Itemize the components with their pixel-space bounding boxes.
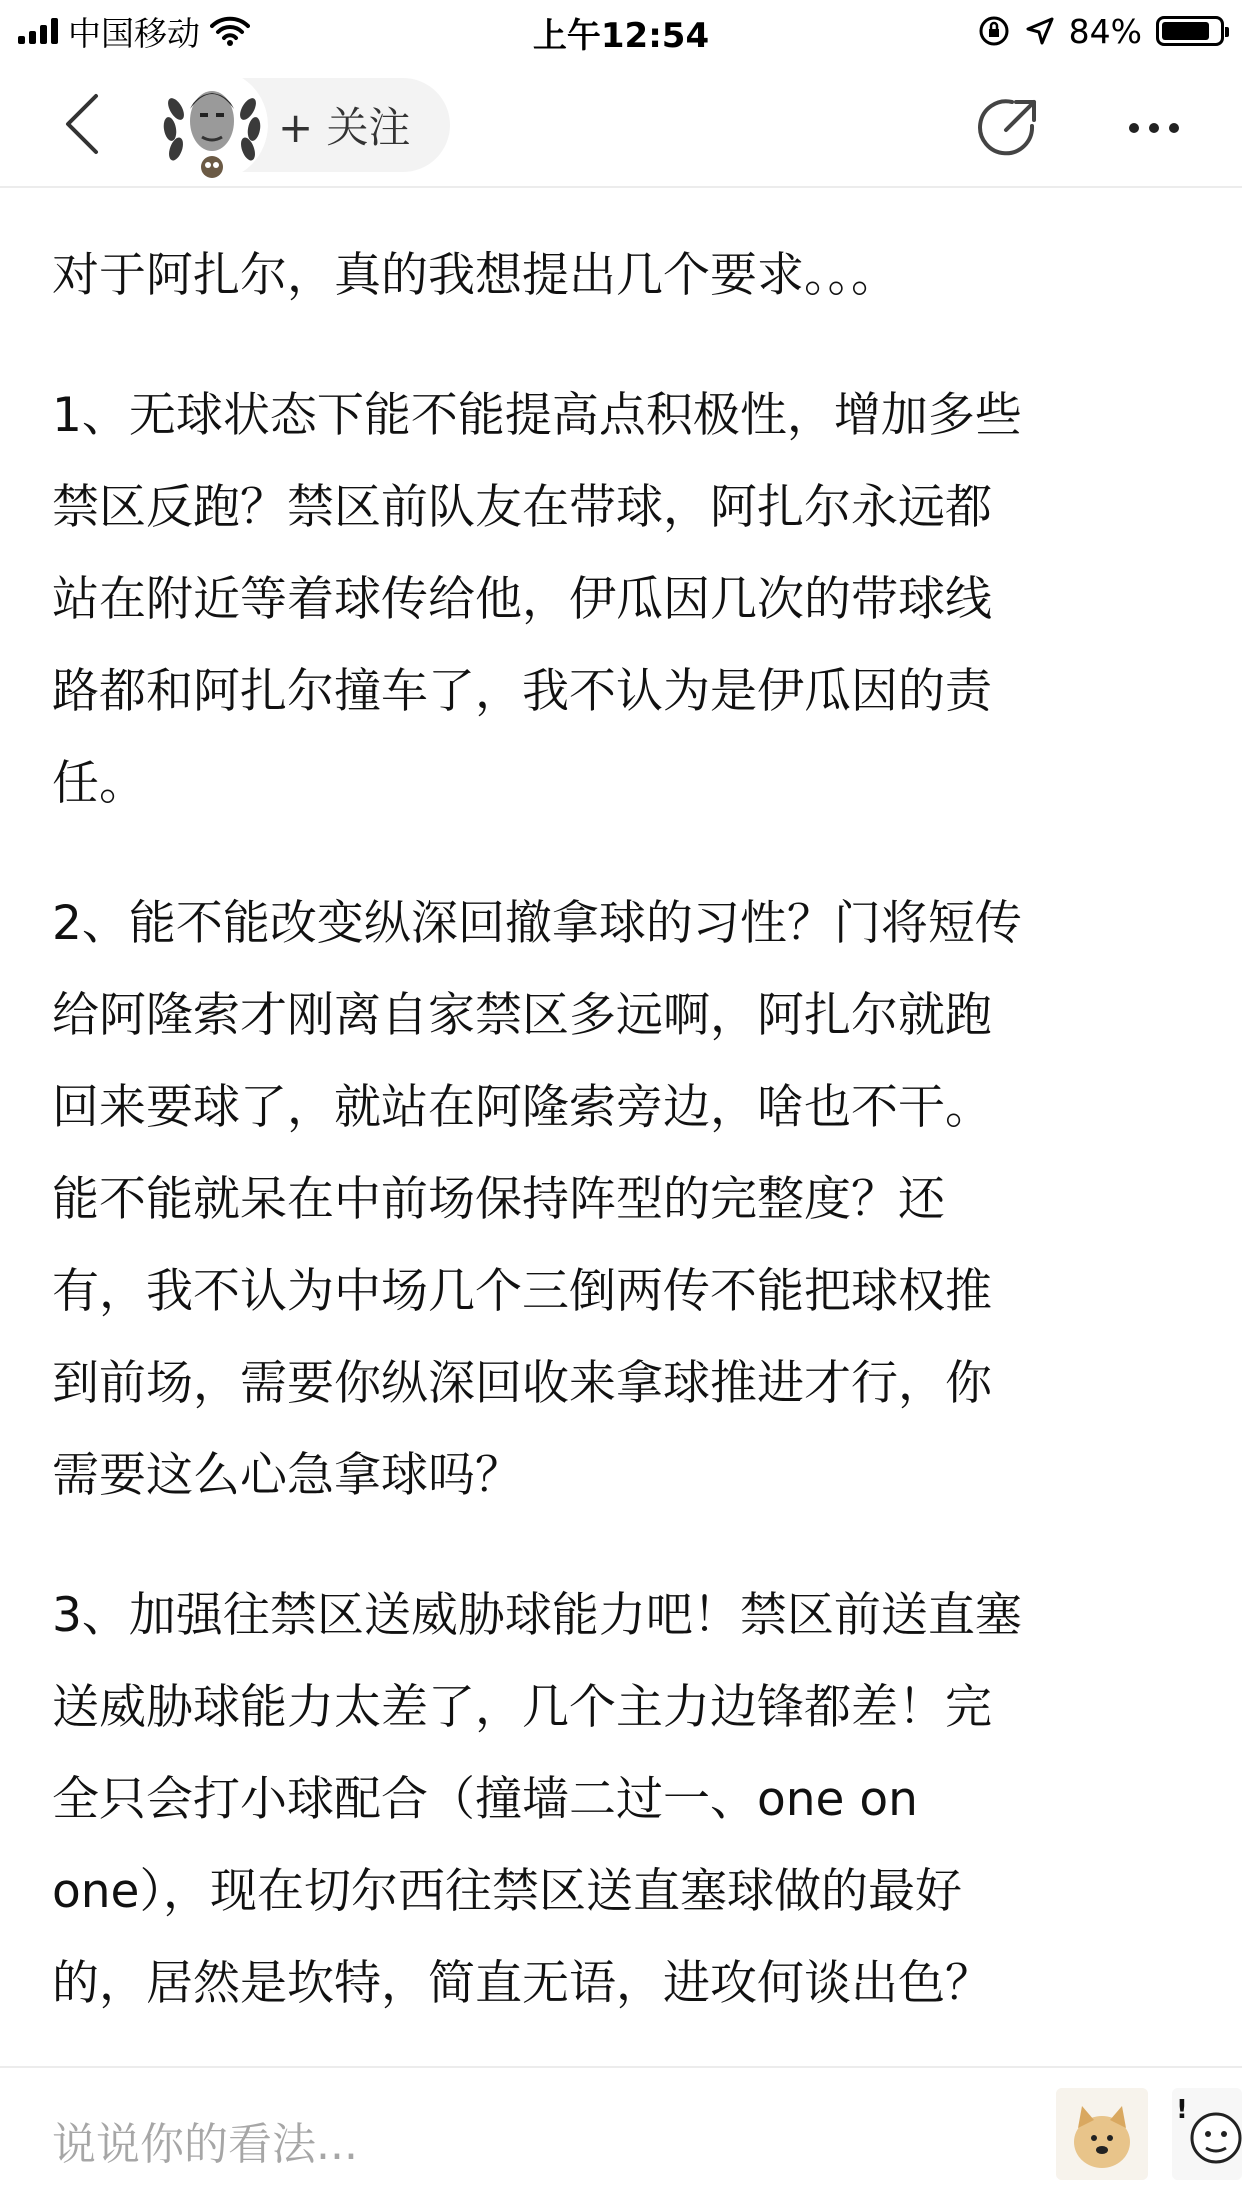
article-paragraph: 1、无球状态下能不能提高点积极性，增加多些 禁区反跑？禁区前队友在带球，阿扎尔永远都 站在附近等着球传给他，伊瓜因几次的带球线 路都和阿扎尔撞车了，我不认为是伊瓜因的责 任。 (52, 388, 1022, 811)
location-arrow-icon (1025, 16, 1055, 46)
sticker-button[interactable] (1172, 2088, 1242, 2180)
article-body (52, 230, 1192, 2050)
sticker-button[interactable] (1056, 2088, 1148, 2180)
more-dot (1149, 123, 1159, 133)
chevron-left-icon (62, 92, 102, 156)
back-button[interactable] (50, 92, 114, 156)
more-dot (1129, 123, 1139, 133)
author-follow-pill[interactable] (160, 78, 450, 172)
status-bar (0, 0, 1242, 62)
share-icon (976, 96, 1040, 160)
more-dot (1169, 123, 1179, 133)
article-paragraph: 对于阿扎尔，真的我想提出几个要求。。。 (52, 248, 898, 303)
avatar[interactable] (156, 69, 268, 181)
comment-bar (0, 2066, 1242, 2208)
avatar-image-icon (156, 69, 268, 181)
meme-face-sticker-icon (1172, 2088, 1242, 2180)
status-right (977, 8, 1224, 54)
comment-input[interactable]: 说说你的看法... (52, 2119, 358, 2170)
status-time: 上午12:54 (532, 16, 710, 56)
share-button[interactable] (972, 92, 1044, 164)
nav-bar (0, 62, 1242, 188)
battery-percent: 84% (1068, 11, 1142, 51)
orientation-lock-icon (977, 14, 1011, 48)
carrier-name: 中国移动 (68, 13, 200, 53)
battery-icon (1156, 16, 1224, 46)
battery-fill (1162, 22, 1209, 40)
article-paragraph: 2、能不能改变纵深回撤拿球的习性？门将短传 给阿隆索才刚离自家禁区多远啊，阿扎尔就跑 回来要球了，就站在阿隆索旁边，啥也不干。 能不能就呆在中前场保持阵型的完整度？还 有，我不认为中场几个三倒两传不能把球权推 到前场，需要你纵深回收来拿球推进才行，你 需要这么心急拿球吗？ (52, 896, 1022, 1503)
article-paragraph: 3、加强往禁区送威胁球能力吧！禁区前送直塞 送威胁球能力太差了，几个主力边锋都差！完 全只会打小球配合（撞墙二过一、one on one），现在切尔西往禁区送直塞球做的最好 的，居然是坎特，简直无语，进攻何谈出色？ (52, 1588, 1022, 2011)
doge-sticker-icon (1056, 2088, 1148, 2180)
more-button[interactable] (1118, 92, 1190, 164)
svg-text:!: ! (1176, 2095, 1188, 2125)
follow-button-label: + 关注 (278, 103, 411, 152)
